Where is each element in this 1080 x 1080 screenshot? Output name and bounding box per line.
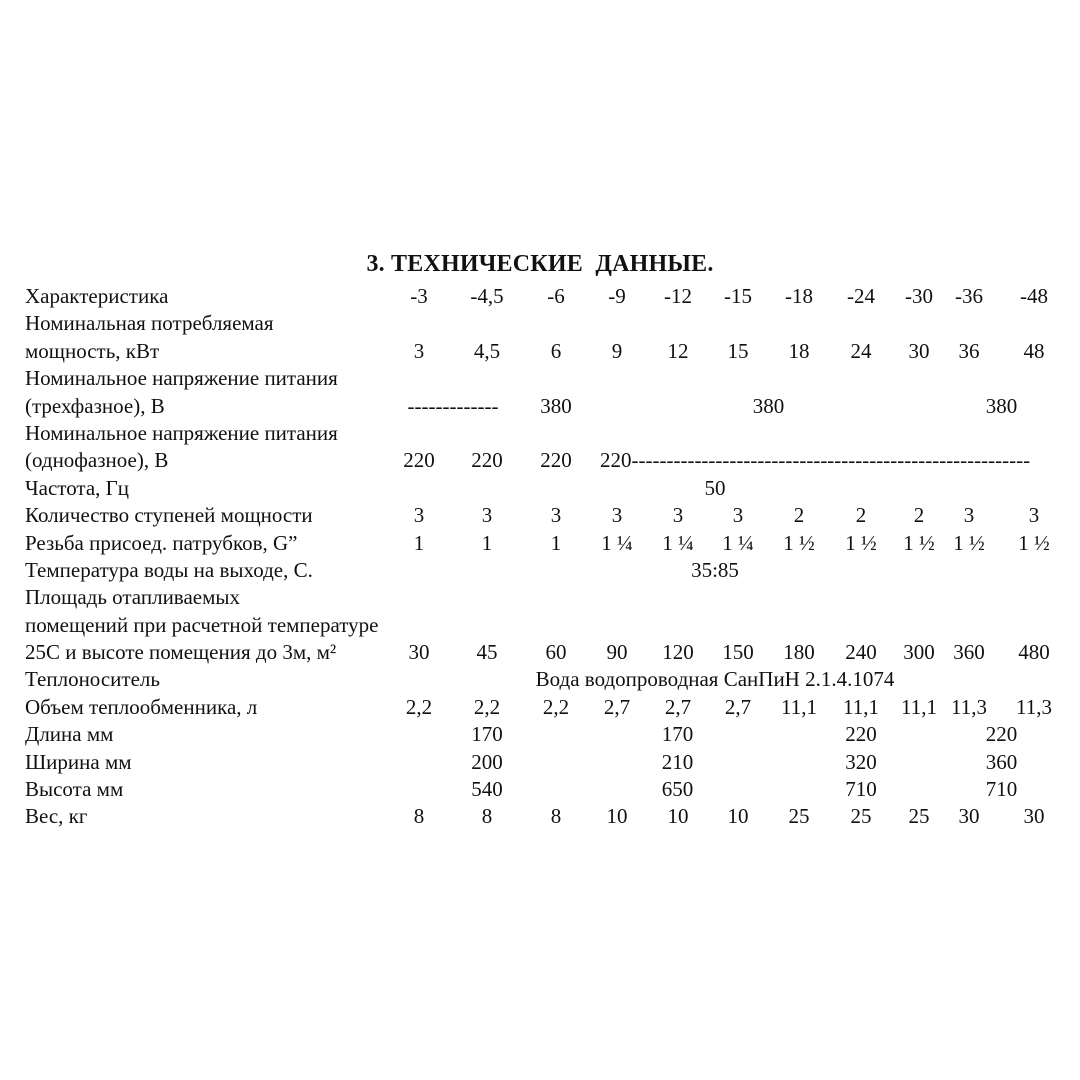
table-line: [0, 310, 1080, 337]
cell-value: 170: [661, 722, 694, 747]
row-label: Характеристика: [25, 284, 169, 308]
row-label: (трехфазное), В: [25, 393, 165, 418]
cell-value: -6: [547, 284, 565, 308]
table-row-width-mm: [0, 749, 1080, 776]
cell-value: 45: [476, 640, 498, 665]
cell-value: 1: [550, 530, 562, 555]
table-row-frequency: [0, 475, 1080, 502]
cell-value: 150: [722, 640, 754, 665]
cell-value: 380: [985, 393, 1018, 418]
cell-value: 10: [727, 804, 749, 829]
table-row-heat-exchanger-volume: [0, 694, 1080, 721]
cell-value: 10: [606, 804, 628, 829]
row-label: Номинальное напряжение питания: [25, 366, 338, 391]
cell-value: 3: [481, 503, 493, 528]
cell-value: 2,2: [405, 694, 433, 719]
row-label: (однофазное), В: [25, 448, 169, 473]
cell-value: -9: [608, 284, 626, 308]
cell-value: 1 ¼: [662, 530, 694, 555]
cell-value: 710: [845, 777, 877, 802]
table-row-outlet-water-temperature: [0, 557, 1080, 584]
row-label: Частота, Гц: [25, 475, 130, 500]
cell-value: 180: [783, 640, 815, 665]
table-line: [0, 776, 1080, 803]
cell-value: 8: [413, 804, 425, 829]
cell-value: 220---------------------------------------------------------: [600, 448, 1031, 473]
cell-value: 220: [985, 722, 1018, 747]
cell-value: 380: [752, 393, 785, 418]
table-row-height-mm: [0, 776, 1080, 803]
cell-value: 10: [667, 804, 689, 829]
table-line: [0, 666, 1080, 693]
cell-value: 220: [471, 448, 503, 473]
table-row-length-mm: [0, 721, 1080, 748]
cell-value: 1 ¼: [722, 530, 754, 555]
cell-value: -30: [905, 284, 933, 308]
cell-value: 220: [540, 448, 572, 473]
cell-value: 9: [611, 338, 623, 363]
table-row-characteristics-header: [0, 283, 1080, 310]
table-row-weight-kg: [0, 803, 1080, 830]
cell-value: 11,1: [781, 694, 817, 719]
cell-value: -48: [1020, 284, 1048, 308]
cell-value: 30: [408, 640, 430, 665]
row-label: Объем теплообменника, л: [25, 694, 258, 719]
section-title: 3. ТЕХНИЧЕСКИЕ ДАННЫЕ.: [366, 251, 714, 277]
cell-value: 2,7: [724, 694, 752, 719]
cell-value: 35:85: [691, 557, 739, 582]
cell-value: 1: [413, 530, 425, 555]
cell-value: 11,1: [843, 694, 879, 719]
cell-value: 710: [985, 777, 1018, 802]
cell-value: 25: [908, 804, 930, 829]
table-line: [0, 639, 1080, 666]
cell-value: 15: [727, 338, 749, 363]
technical-data-table: [0, 283, 1080, 831]
cell-value: 11,3: [951, 694, 987, 719]
table-line: [0, 338, 1080, 365]
table-row-heated-area: [0, 584, 1080, 666]
cell-value: 50: [704, 475, 726, 500]
table-line: [0, 530, 1080, 557]
row-label: Теплоноситель: [25, 667, 160, 692]
cell-value: 3: [732, 503, 744, 528]
cell-value: 30: [908, 338, 930, 363]
cell-value: 11,3: [1016, 694, 1052, 719]
cell-value: 3: [963, 503, 975, 528]
cell-value: 2,7: [664, 694, 692, 719]
cell-value: 1 ½: [783, 530, 815, 555]
table-line: [0, 447, 1080, 474]
cell-value: 90: [606, 640, 628, 665]
cell-value: 2,7: [603, 694, 631, 719]
table-line: [0, 557, 1080, 584]
cell-value: 200: [471, 749, 503, 774]
cell-value: 3: [672, 503, 684, 528]
cell-value: 25: [788, 804, 810, 829]
cell-value: -18: [785, 284, 813, 308]
cell-value: 300: [903, 640, 935, 665]
table-line: [0, 721, 1080, 748]
cell-value: 3: [1028, 503, 1040, 528]
row-label: Площадь отапливаемых: [25, 585, 240, 610]
cell-value: 1 ¼: [601, 530, 633, 555]
cell-value: 3: [413, 503, 425, 528]
cell-value: 1: [481, 530, 493, 555]
cell-value: -3: [410, 284, 428, 308]
cell-value: 380: [540, 393, 572, 418]
table-line: [0, 365, 1080, 392]
cell-value: 1 ½: [845, 530, 877, 555]
table-row-voltage-single-phase: [0, 420, 1080, 475]
cell-value: -12: [664, 284, 692, 308]
cell-value: 2: [855, 503, 867, 528]
cell-value: 12: [667, 338, 689, 363]
table-line: [0, 612, 1080, 639]
table-line: [0, 749, 1080, 776]
cell-value: 1 ½: [1018, 530, 1050, 555]
cell-value: 2: [793, 503, 805, 528]
table-line: [0, 584, 1080, 611]
cell-value: 3: [413, 338, 425, 363]
cell-value: 18: [788, 338, 810, 363]
cell-value: 360: [953, 640, 985, 665]
cell-value: 320: [845, 749, 877, 774]
cell-value: 3: [611, 503, 623, 528]
table-line: [0, 283, 1080, 310]
table-row-coolant: [0, 666, 1080, 693]
cell-value: 30: [958, 804, 980, 829]
cell-value: 6: [550, 338, 562, 363]
cell-value: 360: [985, 749, 1018, 774]
cell-value: 1 ½: [903, 530, 935, 555]
cell-value: -24: [847, 284, 875, 308]
table-row-power-steps: [0, 502, 1080, 529]
cell-value: 1 ½: [953, 530, 985, 555]
cell-value: -36: [955, 284, 983, 308]
table-line: [0, 475, 1080, 502]
cell-value: 540: [471, 777, 503, 802]
cell-value: 8: [481, 804, 493, 829]
cell-value: 4,5: [473, 338, 501, 363]
table-line: [0, 694, 1080, 721]
cell-value: 220: [403, 448, 435, 473]
cell-value: 48: [1023, 338, 1045, 363]
row-label: Резьба присоед. патрубков, G”: [25, 530, 298, 555]
table-row-voltage-three-phase: [0, 365, 1080, 420]
table-line: [0, 803, 1080, 830]
cell-value: 2,2: [473, 694, 501, 719]
cell-value: 11,1: [901, 694, 937, 719]
table-line: [0, 393, 1080, 420]
row-label: Высота мм: [25, 777, 124, 802]
row-label: Температура воды на выходе, С.: [25, 557, 313, 582]
cell-value: 36: [958, 338, 980, 363]
cell-value: 220: [845, 722, 877, 747]
cell-value: 210: [661, 749, 694, 774]
cell-value: 170: [471, 722, 503, 747]
row-label: Ширина мм: [25, 749, 132, 774]
row-label: Количество ступеней мощности: [25, 503, 313, 528]
cell-value: 3: [550, 503, 562, 528]
row-label: помещений при расчетной температуре: [25, 612, 379, 637]
table-row-nominal-power: [0, 310, 1080, 365]
cell-value: 240: [845, 640, 877, 665]
cell-value: 60: [545, 640, 567, 665]
table-row-thread-size: [0, 530, 1080, 557]
cell-value: 480: [1018, 640, 1050, 665]
row-label: 25С и высоте помещения до 3м, м²: [25, 640, 337, 665]
cell-value: 8: [550, 804, 562, 829]
row-label: Длина мм: [25, 722, 114, 747]
row-label: Вес, кг: [25, 804, 88, 829]
cell-value: -4,5: [470, 284, 504, 308]
cell-value: Вода водопроводная СанПиН 2.1.4.1074: [535, 667, 895, 692]
cell-value: 120: [662, 640, 694, 665]
cell-value: 2: [913, 503, 925, 528]
cell-value: 25: [850, 804, 872, 829]
cell-value: 30: [1023, 804, 1045, 829]
table-line: [0, 502, 1080, 529]
row-label: Номинальное напряжение питания: [25, 420, 338, 445]
row-label: мощность, кВт: [25, 338, 160, 363]
table-line: [0, 420, 1080, 447]
cell-value: 2,2: [542, 694, 570, 719]
cell-value: -15: [724, 284, 752, 308]
row-label: Номинальная потребляемая: [25, 311, 274, 336]
cell-value: -------------: [407, 393, 499, 418]
cell-value: 24: [850, 338, 872, 363]
cell-value: 650: [661, 777, 694, 802]
